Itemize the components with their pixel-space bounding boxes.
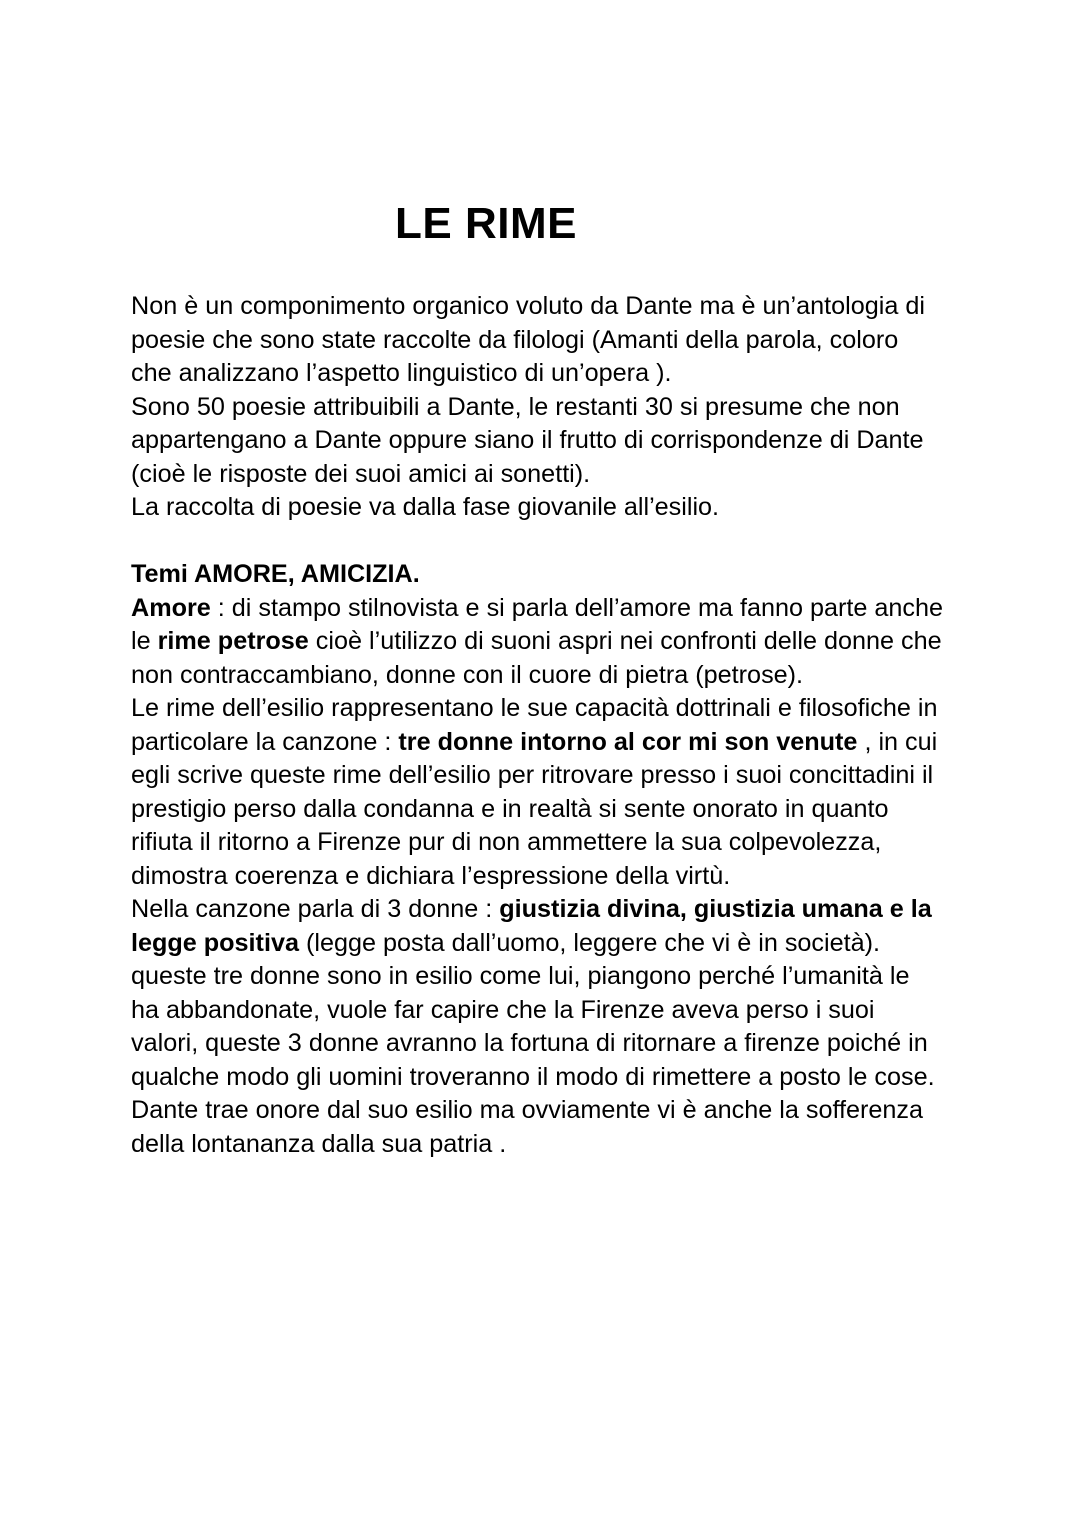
text-line: Non è un componimento organico voluto da Dante ma è un’antologia di [131, 292, 925, 320]
text-run: Nella canzone parla di 3 donne : [131, 895, 500, 923]
text-line: Le rime dell’esilio rappresentano le sue capacità dottrinali e filosofiche in [131, 694, 938, 722]
text-line [131, 893, 961, 927]
text-line: La raccolta di poesie va dalla fase giovanile all’esilio. [131, 493, 720, 521]
text-line: poesie che sono state raccolte da filologi (Amanti della parola, coloro [131, 325, 899, 354]
themes-section [131, 558, 961, 1161]
text-line: queste tre donne sono in esilio come lui, piangono perché l’umanità le [131, 962, 910, 990]
text-line: prestigio perso dalla condanna e in realtà si sente onorato in quanto [131, 794, 889, 823]
text-line: della lontananza dalla sua patria . [131, 1129, 507, 1158]
text-line: qualche modo gli uomini troveranno il modo di rimettere a posto le cose. [131, 1062, 935, 1091]
text-line: non contraccambiano, donne con il cuore di pietra (petrose). [131, 660, 804, 689]
text-line: Dante trae onore dal suo esilio ma ovviamente vi è anche la sofferenza [131, 1096, 924, 1124]
text-line [131, 927, 961, 961]
three-women-terms: giustizia divina, giustizia umana e la [499, 895, 932, 923]
text-line: rifiuta il ritorno a Firenze pur di non ammettere la sua colpevolezza, [131, 828, 882, 856]
text-run: particolare la canzone : [131, 727, 399, 756]
text-run: cioè l’utilizzo di suoni aspri nei confronti delle donne che [308, 627, 942, 655]
text-line [131, 726, 961, 760]
canzone-title: tre donne intorno al cor mi son venute [398, 727, 858, 756]
text-line [131, 625, 961, 659]
intro-paragraph [131, 290, 961, 525]
text-line: appartengano a Dante oppure siano il frutto di corrispondenze di Dante [131, 426, 924, 454]
text-line: valori, queste 3 donne avranno la fortuna di ritornare a firenze poiché in [131, 1029, 928, 1057]
text-line: ha abbandonate, vuole far capire che la Firenze aveva perso i suoi [131, 995, 875, 1024]
text-run: : di stampo stilnovista e si parla dell’amore ma fanno parte anche [210, 593, 944, 622]
themes-heading-text: Temi AMORE, AMICIZIA. [131, 560, 420, 588]
text-line: dimostra coerenza e dichiara l’espressione della virtù. [131, 861, 731, 890]
paragraph-spacer [131, 525, 961, 559]
rime-petrose-term: rime petrose [157, 627, 309, 655]
legge-positiva-term: legge positiva [131, 928, 299, 957]
text-line: egli scrive queste rime dell’esilio per ritrovare presso i suoi concittadini il [131, 761, 934, 789]
text-run: , in cui [857, 727, 938, 756]
text-line: che analizzano l’aspetto linguistico di un’opera ). [131, 359, 672, 387]
amore-label: Amore [131, 593, 211, 622]
text-run: (legge posta dall’uomo, leggere che vi è in società). [298, 928, 881, 957]
text-run: le [131, 627, 158, 655]
themes-heading [131, 558, 961, 592]
text-line [131, 592, 961, 626]
text-line: (cioè le risposte dei suoi amici ai sonetti). [131, 459, 591, 488]
document-body [131, 290, 961, 1161]
page-title: LE RIME [395, 199, 577, 248]
text-line: Sono 50 poesie attribuibili a Dante, le restanti 30 si presume che non [131, 392, 900, 421]
